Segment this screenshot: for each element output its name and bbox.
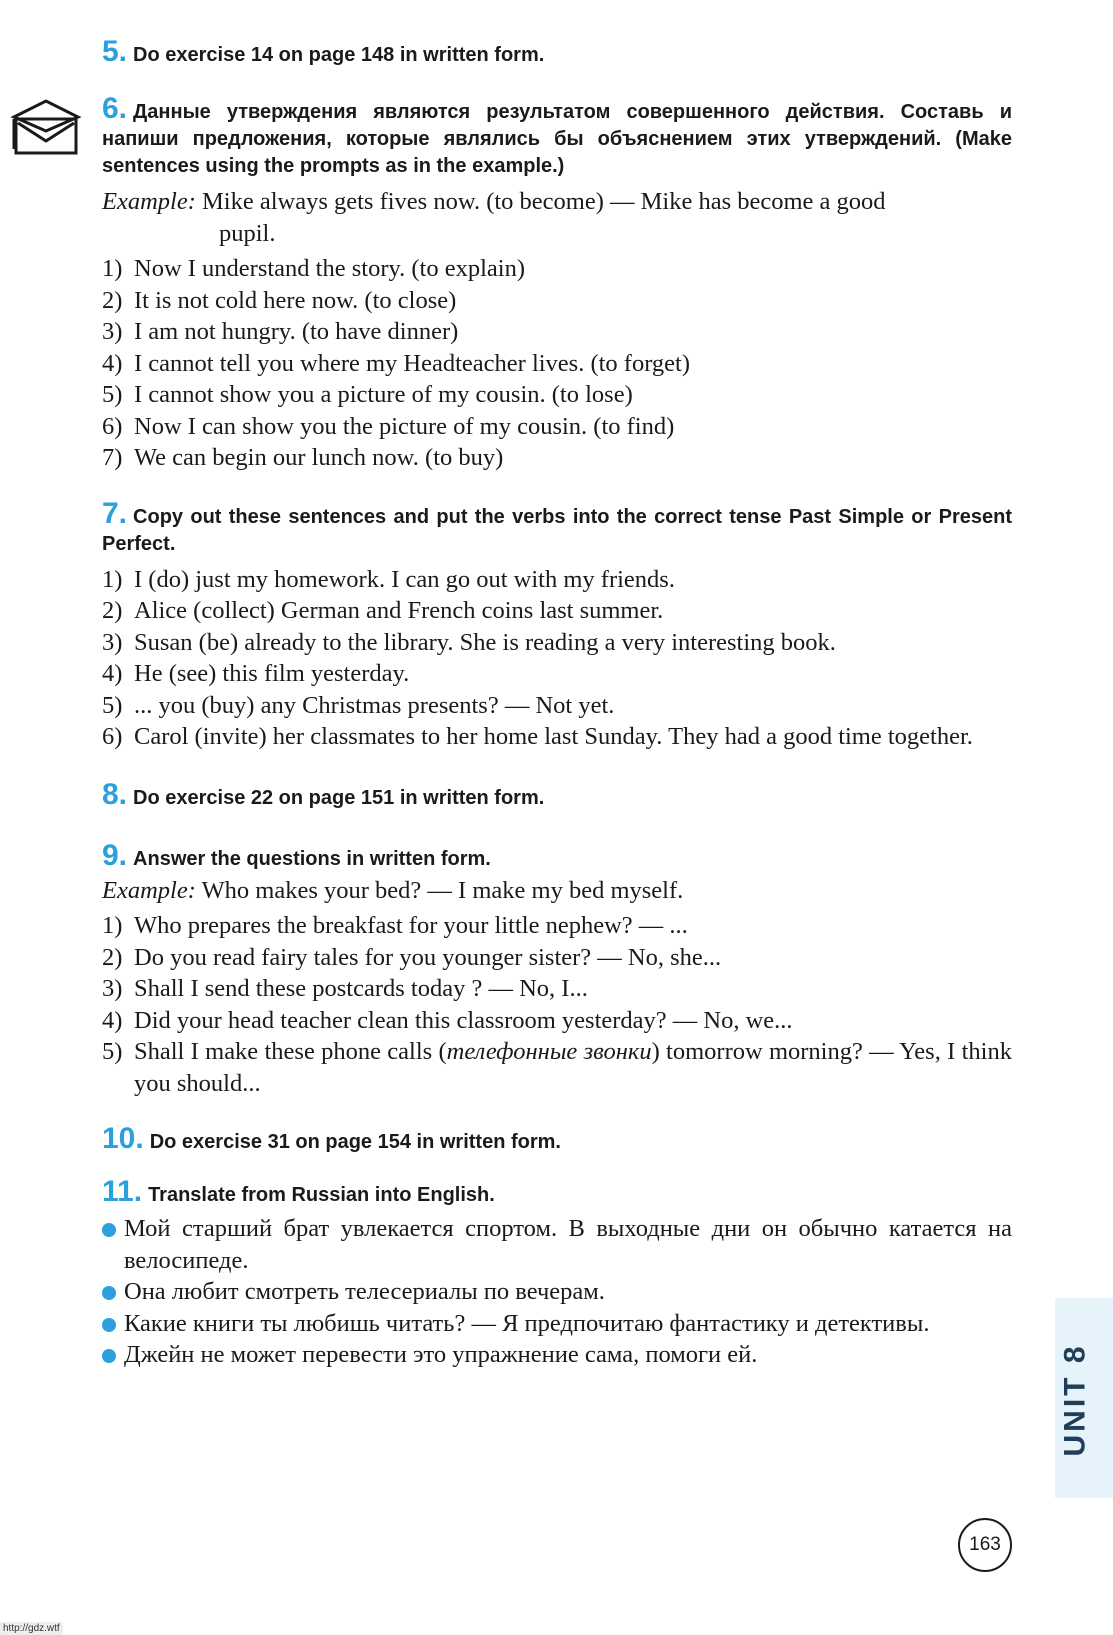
item-number: 7) xyxy=(102,444,123,471)
exercise-number: 9. xyxy=(102,838,128,872)
exercise-number: 5. xyxy=(102,35,128,68)
item-text: I cannot tell you where my Headteacher lives. (to forget) xyxy=(134,349,691,377)
bullet-dot-icon xyxy=(102,1318,116,1332)
item-text: Alice (collect) German and French coins last summer. xyxy=(134,597,664,624)
example xyxy=(102,186,1012,218)
item-number: 6) xyxy=(102,723,123,750)
list-item xyxy=(102,595,1012,627)
item-text: Она любит смотреть телесериалы по вечерам. xyxy=(124,1278,605,1305)
exercise-6-heading xyxy=(102,92,1012,180)
item-text xyxy=(134,1036,1012,1099)
exercise-9-list xyxy=(102,910,1012,1099)
item-number: 4) xyxy=(102,349,123,377)
item-number: 5) xyxy=(102,381,123,408)
exercise-instruction: Answer the questions in written form. xyxy=(133,847,491,870)
item-text: I am not hungry. (to have dinner) xyxy=(134,318,459,345)
item-number: 3) xyxy=(102,975,123,1002)
item-text: Carol (invite) her classmates to her home last Sunday. They had a good time together. xyxy=(134,723,973,750)
exercise-7-list xyxy=(102,564,1012,753)
writing-task-icon xyxy=(10,97,82,157)
item-text: Джейн не может перевести это упражнение сама, помоги ей. xyxy=(124,1341,758,1368)
list-item xyxy=(102,348,1012,380)
unit-label-text: UNIT 8 xyxy=(1058,1343,1092,1457)
item-text: Do you read fairy tales for you younger sister? — No, she... xyxy=(134,943,722,971)
item-text: Now I understand the story. (to explain) xyxy=(134,255,525,282)
exercise-instruction: Copy out these sentences and put the verbs into the correct tense Past Simple or Present Perfect. xyxy=(102,505,1012,555)
item-text-part: ) tomorrow morning? — Yes, I think you should... xyxy=(134,1038,1012,1097)
item-number: 4) xyxy=(102,660,123,687)
example-continuation: pupil. xyxy=(219,219,276,247)
exercise-number: 7. xyxy=(102,496,128,530)
list-item xyxy=(102,442,1012,474)
example-label: Example: xyxy=(102,876,196,904)
exercise-9 xyxy=(102,838,1012,1100)
list-item xyxy=(102,1036,1012,1099)
exercise-11-heading xyxy=(102,1175,1012,1209)
list-item xyxy=(102,285,1012,317)
watermark: http://gdz.wtf xyxy=(0,1622,63,1635)
exercise-instruction: Do exercise 22 on page 151 in written form. xyxy=(133,786,545,809)
item-number: 5) xyxy=(102,1038,123,1065)
exercise-9-heading xyxy=(102,838,1012,873)
exercise-instruction: Translate from Russian into English. xyxy=(148,1184,495,1206)
exercise-instruction: Do exercise 31 on page 154 in written form. xyxy=(149,1131,561,1153)
exercise-10-heading xyxy=(102,1122,1012,1156)
list-item xyxy=(102,627,1012,659)
item-number: 5) xyxy=(102,691,123,719)
page-content xyxy=(102,35,1012,1371)
exercise-instruction: Do exercise 14 on page 148 in written form. xyxy=(133,44,545,66)
exercise-7-heading xyxy=(102,496,1012,558)
item-text: Did your head teacher clean this classroom yesterday? — No, we... xyxy=(134,1006,793,1034)
list-item xyxy=(102,721,1012,753)
list-item xyxy=(102,564,1012,596)
bullet-item xyxy=(102,1308,1012,1340)
item-number: 3) xyxy=(102,628,123,656)
exercise-5 xyxy=(102,35,1012,69)
example-text: Mike always gets fives now. (to become) — Mike has become a good xyxy=(202,188,886,215)
exercise-10 xyxy=(102,1122,1012,1156)
item-text: Now I can show you the picture of my cousin. (to find) xyxy=(134,412,675,440)
item-number: 6) xyxy=(102,412,123,440)
item-number: 1) xyxy=(102,912,123,939)
list-item xyxy=(102,658,1012,690)
exercise-instruction: Данные утверждения являются результатом совершенного действия. Составь и напиши предложения, которые являлись бы объяснением этих утверждений. (Make sentences using the prompts as in the example.) xyxy=(102,101,1012,177)
list-item xyxy=(102,690,1012,722)
bullet-item xyxy=(102,1276,1012,1308)
bullet-dot-icon xyxy=(102,1349,116,1363)
item-number: 4) xyxy=(102,1006,123,1034)
exercise-number: 11. xyxy=(102,1175,143,1208)
item-number: 3) xyxy=(102,318,123,345)
exercise-6 xyxy=(102,92,1012,474)
list-item xyxy=(102,1005,1012,1037)
item-text: I cannot show you a picture of my cousin. (to lose) xyxy=(134,381,633,408)
item-text: Susan (be) already to the library. She is reading a very interesting book. xyxy=(134,628,836,656)
bullet-item xyxy=(102,1213,1012,1276)
list-item xyxy=(102,942,1012,974)
list-item xyxy=(102,253,1012,285)
exercise-number: 6. xyxy=(102,92,128,125)
item-text-part: Shall I make these phone calls ( xyxy=(134,1038,447,1065)
page-number: 163 xyxy=(958,1518,1012,1572)
item-text: Какие книги ты любишь читать? — Я предпочитаю фантастику и детективы. xyxy=(124,1309,930,1337)
item-text: We can begin our lunch now. (to buy) xyxy=(134,444,504,471)
exercise-11 xyxy=(102,1175,1012,1371)
item-number: 2) xyxy=(102,286,123,314)
exercise-8 xyxy=(102,777,1012,812)
item-text: He (see) this film yesterday. xyxy=(134,660,410,687)
item-number: 2) xyxy=(102,597,123,624)
example-text: Who makes your bed? — I make my bed myself. xyxy=(201,876,684,904)
bullet-item xyxy=(102,1339,1012,1371)
item-number: 1) xyxy=(102,255,123,282)
item-text: Мой старший брат увлекается спортом. В выходные дни он обычно катается на велосипеде. xyxy=(124,1215,1012,1274)
bullet-dot-icon xyxy=(102,1286,116,1300)
item-text: Shall I send these postcards today ? — No, I... xyxy=(134,975,588,1002)
item-text: ... you (buy) any Christmas presents? — Not yet. xyxy=(134,691,615,719)
list-item xyxy=(102,910,1012,942)
exercise-number: 10. xyxy=(102,1122,144,1155)
example-label: Example: xyxy=(102,188,196,215)
exercise-7 xyxy=(102,496,1012,753)
russian-gloss: телефонные звонки xyxy=(446,1038,652,1065)
list-item xyxy=(102,379,1012,411)
list-item xyxy=(102,411,1012,443)
item-text: It is not cold here now. (to close) xyxy=(134,286,457,314)
list-item xyxy=(102,973,1012,1005)
exercise-8-heading xyxy=(102,777,1012,812)
item-text: I (do) just my homework. I can go out with my friends. xyxy=(134,565,675,593)
bullet-dot-icon xyxy=(102,1223,116,1237)
exercise-number: 8. xyxy=(102,777,128,811)
item-text: Who prepares the breakfast for your little nephew? — ... xyxy=(134,912,688,939)
item-number: 2) xyxy=(102,943,123,971)
exercise-11-list xyxy=(102,1213,1012,1371)
example xyxy=(102,875,1012,907)
unit-label xyxy=(1055,1335,1095,1465)
list-item xyxy=(102,316,1012,348)
item-number: 1) xyxy=(102,565,123,593)
exercise-5-heading xyxy=(102,35,1012,69)
exercise-6-list xyxy=(102,253,1012,474)
